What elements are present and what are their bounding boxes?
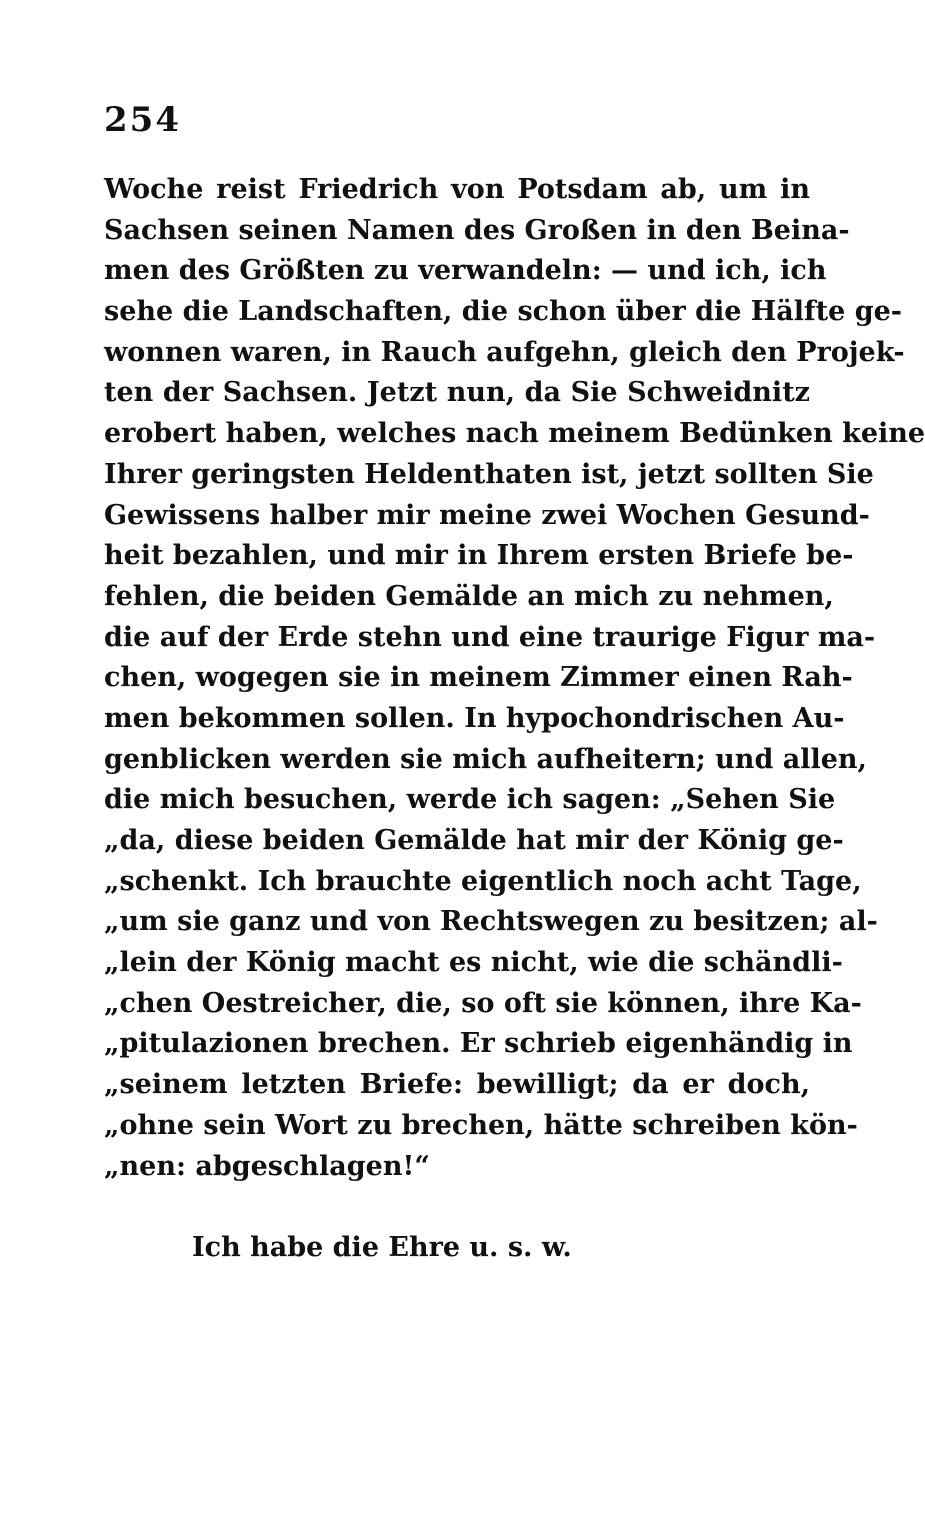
text-line: die auf der Erde stehn und eine traurige Figur ma-: [104, 621, 876, 653]
text-line: „seinem letzten Briefe: bewilligt; da er doch,: [104, 1069, 810, 1101]
text-line: sehe die Landschaften, die schon über die Hälfte ge-: [104, 296, 902, 328]
text-line: ten der Sachsen. Jetzt nun, da Sie Schweidnitz: [104, 377, 810, 409]
text-line: erobert haben, welches nach meinem Bedünken keine: [104, 418, 925, 450]
text-line: Gewissens halber mir meine zwei Wochen Gesund-: [104, 499, 870, 531]
text-line: chen, wogegen sie in meinem Zimmer einen Rah-: [104, 662, 853, 694]
text-line: genblicken werden sie mich aufheitern; und allen,: [104, 743, 867, 775]
text-line: fehlen, die beiden Gemälde an mich zu nehmen,: [104, 580, 834, 612]
text-line: „chen Oestreicher, die, so oft sie können, ihre Ka-: [104, 987, 862, 1019]
text-line: Ihrer geringsten Heldenthaten ist, jetzt sollten Sie: [104, 458, 874, 490]
text-line: wonnen waren, in Rauch aufgehn, gleich den Projek-: [104, 336, 905, 368]
body-text: [104, 170, 925, 1187]
text-line: die mich besuchen, werde ich sagen: „Sehen Sie: [104, 784, 836, 816]
text-line: men des Größten zu verwandeln: — und ich, ich: [104, 255, 827, 287]
text-line: heit bezahlen, und mir in Ihrem ersten Briefe be-: [104, 540, 854, 572]
text-line: „schenkt. Ich brauchte eigentlich noch acht Tage,: [104, 865, 862, 897]
closing-salutation: Ich habe die Ehre u. s. w.: [192, 1232, 572, 1263]
text-line: „lein der König macht es nicht, wie die schändli-: [104, 947, 843, 979]
text-line: „pitulazionen brechen. Er schrieb eigenhändig in: [104, 1028, 853, 1060]
text-line: „ohne sein Wort zu brechen, hätte schreiben kön-: [104, 1109, 858, 1141]
text-line: „nen: abgeschlagen!“: [104, 1150, 430, 1182]
text-line: men bekommen sollen. In hypochondrischen Au-: [104, 702, 845, 734]
text-line: Woche reist Friedrich von Potsdam ab, um in: [104, 174, 810, 205]
text-line: „da, diese beiden Gemälde hat mir der König ge-: [104, 825, 844, 856]
text-line: Sachsen seinen Namen des Großen in den Beina-: [104, 214, 850, 246]
text-line: „um sie ganz und von Rechtswegen zu besitzen; al-: [104, 906, 878, 938]
page-number: 254: [104, 100, 181, 140]
